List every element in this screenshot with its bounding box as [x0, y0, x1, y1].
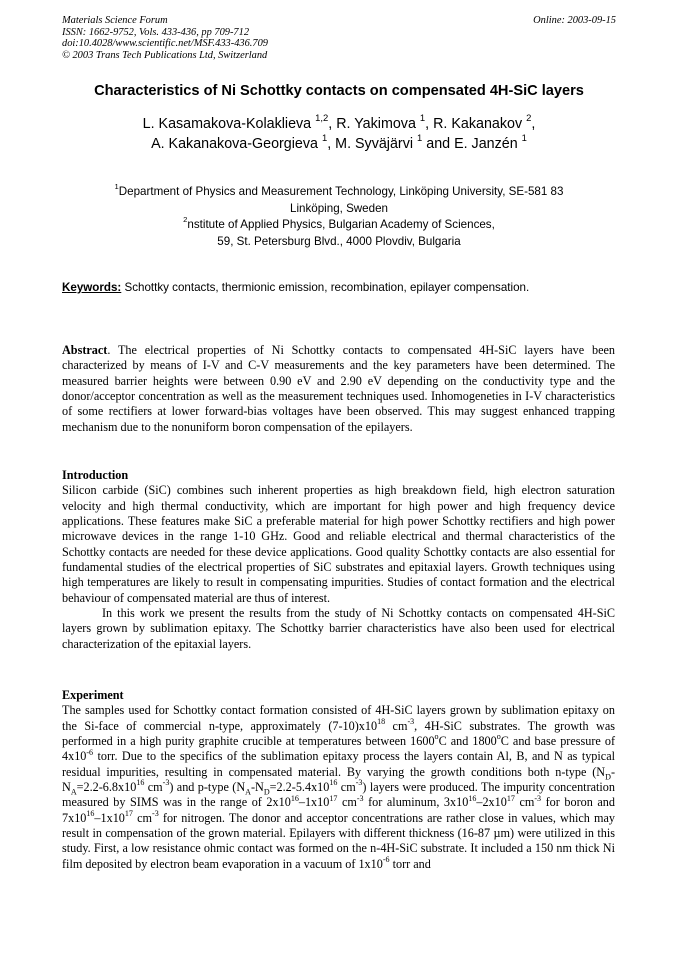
text-run: –1x10	[94, 810, 125, 825]
subscript: D	[263, 787, 270, 797]
affiliation-text: nstitute of Applied Physics, Bulgarian Academy of Sciences,	[187, 218, 495, 231]
text-run: torr. Due to the specifics of the sublimation epitaxy process the layers contain Al, B, and N as typical residual impurities, resulting in compensated material. By varying the growth conditions both n-type (N	[62, 749, 615, 779]
author-affiliation: 2	[526, 112, 532, 124]
text-run: cm	[132, 810, 153, 825]
experiment-paragraph	[62, 703, 615, 872]
text-run: =2.2-6.8x10	[76, 780, 137, 795]
text-run: ) layers were produced. The impurity concentration measured by SIMS was in the range of 2x10	[62, 780, 615, 810]
superscript: 17	[124, 808, 133, 818]
paper-title: Characteristics of Ni Schottky contacts on compensated 4H-SiC layers	[94, 83, 584, 99]
abstract	[62, 343, 615, 435]
author-affiliation: 1	[321, 132, 328, 144]
text-run: –2x10	[476, 795, 507, 810]
journal-header	[62, 15, 268, 61]
author-name: R. Yakimova	[336, 116, 416, 132]
doi-line: doi:10.4028/www.scientific.net/MSF.433-436.709	[62, 38, 268, 49]
subscript: D	[605, 772, 611, 782]
superscript: -3	[355, 778, 363, 788]
author-list	[30, 114, 648, 154]
superscript: 16	[86, 808, 95, 818]
author-separator: ,	[328, 116, 337, 132]
text-run: for aluminum, 3x10	[363, 795, 469, 810]
author-line-1	[30, 114, 648, 134]
superscript: 16	[136, 778, 145, 788]
subscript: A	[70, 787, 77, 797]
introduction-paragraph-2: In this work we present the results from the study of Ni Schottky contacts on compensated 4H-SiC layers grown by sublimation epitaxy. The Schottky barrier characteristics have also been used for electrical characterization of the epitaxial layers.	[62, 606, 615, 651]
superscript: 17	[506, 793, 515, 803]
journal-name: Materials Science Forum	[62, 15, 168, 26]
superscript: 18	[377, 716, 386, 726]
superscript: -3	[356, 793, 364, 803]
keywords-text: Schottky contacts, thermionic emission, recombination, epilayer compensation.	[121, 281, 530, 294]
author-name: R. Kakanakov	[433, 116, 523, 132]
affiliation-2-cont: 59, St. Petersburg Blvd., 4000 Plovdiv, Bulgaria	[217, 234, 461, 248]
affiliations	[30, 184, 648, 250]
text-run: for nitrogen. The donor and acceptor concentrations are rather close in values, which may result in compensation of the grown material. Epilayers with different thickness (16-87 µm) were utilized in this study. First, a low resistance ohmic contact was formed on the n-4H-SiC substrate. It included a 150 nm thick Ni film deposited by electron beam evaporation in a vacuum of 1x10	[62, 810, 616, 871]
abstract-text: . The electrical properties of Ni Schottky contacts to compensated 4H-SiC layers have been characterized by means of I-V and C-V measurements and the key parameters have been determined. The measured barrier heights were between 0.90 eV and 2.90 eV depending on the conductivity type and the donor/acceptor concentration as well as the measurement techniques used. Inhomogeneties in I-V characteristics of some rectifiers at lower forward-bias voltages have been observed. This may suggest enhanced trapping mechanism due to the nonuniform boron compensation of the epilayers.	[62, 343, 615, 434]
affiliation-number: 1	[114, 182, 119, 192]
superscript: o	[496, 732, 501, 742]
text-run: cm	[514, 795, 535, 810]
text-run: The samples used for Schottky contact formation consisted of 4H-SiC layers grown by sublimation epitaxy on the Si-face of commercial n-type, approximately (7-10)x10	[62, 703, 615, 733]
keywords	[62, 280, 618, 295]
author-affiliation: 1,2	[315, 112, 329, 124]
superscript: o	[434, 732, 439, 742]
text-run: for boron and 7x10	[62, 795, 615, 825]
superscript: -6	[86, 747, 94, 757]
introduction-paragraph-1: Silicon carbide (SiC) combines such inherent properties as high breakdown field, high electron saturation velocity and high thermal conductivity, which are important for high power and high frequency device applications. These features make SiC a preferable material for high power Schottky rectifiers and high power microwave devices in the range 1-10 GHz. Good and reliable electrical and thermal characteristics of the Schottky contacts are needed for these device applications. Good quality Schottky contacts are also essential for fundamental studies of the electrical properties of SiC substrates and epitaxial layers. Growth techniques using high temperatures are likely to result in compensating impurities. Studies of contact formation and the electrical behaviour of compensated material are thus of interest.	[62, 483, 615, 605]
text-run: C and 1800	[438, 734, 497, 749]
superscript: 16	[290, 793, 299, 803]
text-run: ) and p-type (N	[169, 780, 246, 795]
superscript: -3	[162, 778, 170, 788]
author-name: A. Kakanakova-Georgieva	[151, 136, 318, 152]
affiliation-1-cont: Linköping, Sweden	[290, 201, 388, 215]
affiliation-2	[30, 217, 648, 234]
author-name: E. Janzén	[454, 136, 518, 152]
abstract-label: Abstract	[62, 343, 108, 357]
superscript: -3	[534, 793, 542, 803]
superscript: 17	[329, 793, 338, 803]
text-run: cm	[385, 718, 408, 733]
author-separator: ,	[425, 116, 434, 132]
author-line-2	[30, 134, 648, 154]
author-affiliation: 1	[419, 112, 426, 124]
author-affiliation: 1	[417, 132, 423, 144]
text-run: C and base pressure of 4x10	[62, 734, 615, 764]
introduction-heading: Introduction	[62, 468, 129, 482]
superscript: 16	[468, 793, 477, 803]
copyright-line: © 2003 Trans Tech Publications Ltd, Switzerland	[62, 49, 268, 61]
text-run: -N	[62, 764, 615, 795]
text-run: cm	[337, 780, 356, 795]
experiment-heading: Experiment	[62, 688, 124, 702]
text-run: cm	[337, 795, 357, 810]
text-run: -N	[250, 780, 264, 795]
superscript: -6	[382, 854, 390, 864]
text-run: cm	[144, 780, 163, 795]
author-separator: ,	[327, 136, 336, 152]
text-run: =2.2-5.4x10	[269, 780, 330, 795]
author-separator: and	[422, 136, 455, 152]
author-name: L. Kasamakova-Kolaklieva	[142, 116, 312, 132]
author-name: M. Syväjärvi	[335, 136, 414, 152]
author-separator: ,	[531, 116, 536, 132]
text-run: , 4H-SiC substrates. The growth was performed in a high purity graphite crucible at temperatures between 1600	[62, 718, 615, 749]
superscript: -3	[407, 716, 415, 726]
affiliation-1	[30, 184, 648, 201]
introduction-section	[62, 468, 615, 652]
author-affiliation: 1	[521, 132, 527, 144]
text-run: –1x10	[298, 795, 330, 810]
experiment-section	[62, 688, 615, 872]
online-date: Online: 2003-09-15	[533, 15, 616, 26]
text-run: torr and	[389, 856, 431, 871]
superscript: -3	[152, 808, 159, 818]
affiliation-number: 2	[183, 215, 188, 225]
superscript: 16	[329, 778, 338, 788]
keywords-label: Keywords:	[62, 281, 122, 294]
issn-line: ISSN: 1662-9752, Vols. 433-436, pp 709-712	[62, 26, 250, 38]
subscript: A	[245, 787, 251, 797]
affiliation-text: Department of Physics and Measurement Technology, Linköping University, SE-581 83	[118, 185, 564, 198]
